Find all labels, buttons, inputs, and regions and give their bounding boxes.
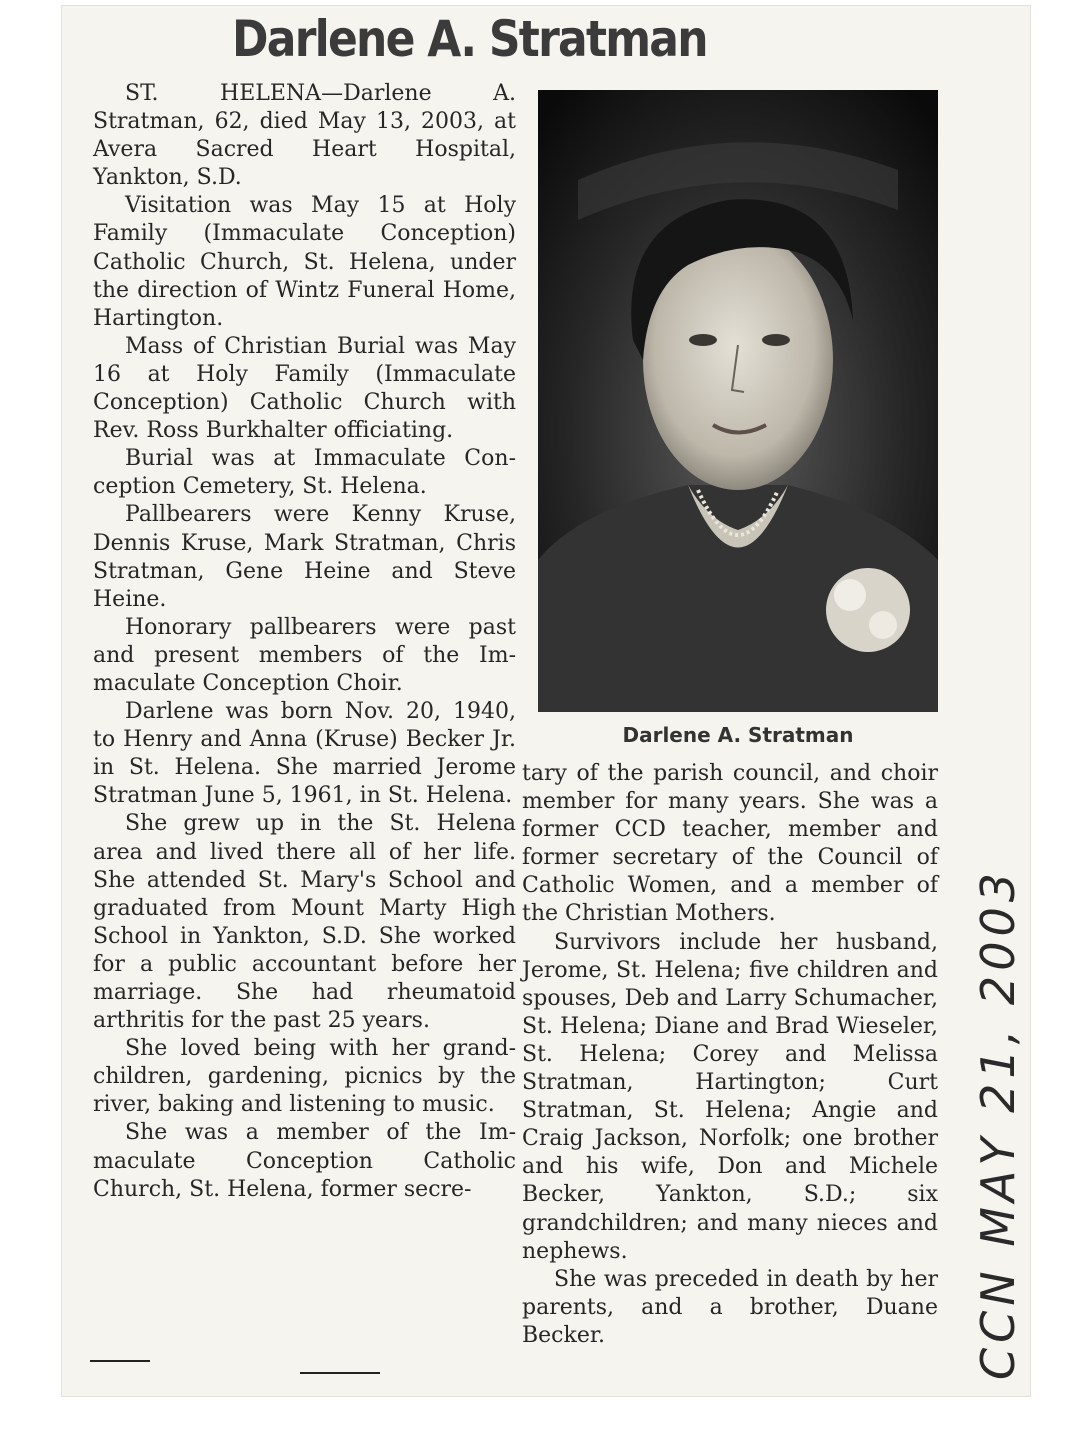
paragraph: Visitation was May 15 at Holy Family (Immaculate Conception) Catholic Church, St. Helena, under the direction of Wintz Funeral Home, Hartington. bbox=[93, 193, 516, 331]
paragraph: Honorary pallbearers were past and present members of the Immaculate Conception Choir. bbox=[93, 614, 516, 696]
obituary-column-1 bbox=[93, 80, 516, 1204]
paragraph: Survivors include her husband, Jerome, St. Helena; five children and spouses, Deb and Larry Schumacher, St. Helena; Diane and Brad Wieseler, St. Helena; Corey and Melissa Stratman, Hartington; Curt Stratman, St. Helena; Angie and Craig Jackson, Norfolk; one brother and his wife, Don and Michele Becker, Yankton, S.D.; six grandchildren; and many nieces and nephews. bbox=[522, 929, 938, 1264]
portrait-photo bbox=[538, 90, 938, 712]
paragraph: She grew up in the St. Helena area and lived there all of her life. She attended St. Mary's School and graduated from Mount Marty High School in Yankton, S.D. She worked for a public accountant before her marriage. She had rheumatoid arthritis for the past 25 years. bbox=[93, 811, 516, 1034]
obituary-headline: Darlene A. Stratman bbox=[232, 10, 707, 68]
photo-caption: Darlene A. Stratman bbox=[622, 723, 854, 747]
paragraph: tary of the parish council, and choir member for many years. She was a former CCD teacher, member and former secretary of the Council of Catholic Women, and a member of the Christian Mothers. bbox=[522, 761, 938, 927]
column-end-rule bbox=[90, 1360, 150, 1362]
paragraph: She was a member of the Immaculate Conception Catholic Church, St. Helena, former secre- bbox=[93, 1120, 516, 1202]
handwritten-date-note: CCN MAY 21, 2003 bbox=[971, 868, 1025, 1380]
paragraph: Mass of Christian Burial was May 16 at Holy Family (Immaculate Conception) Catholic Church with Rev. Ross Burkhalter officiating. bbox=[93, 333, 516, 444]
paragraph: Darlene was born Nov. 20, 1940, to Henry and Anna (Kruse) Becker Jr. in St. Helena. She married Jerome Stratman June 5, 1961, in St. Helena. bbox=[93, 699, 516, 809]
paragraph: She loved being with her grandchildren, gardening, picnics by the river, baking and listening to music. bbox=[93, 1036, 516, 1118]
paragraph: ST. HELENA—Darlene A. Stratman, 62, died May 13, 2003, at Avera Sacred Heart Hospital, Yankton, S.D. bbox=[93, 81, 516, 191]
paragraph: Pallbearers were Kenny Kruse, Dennis Kruse, Mark Stratman, Chris Stratman, Gene Heine and Steve Heine. bbox=[93, 502, 516, 612]
paragraph: She was preceded in death by her parents, and a brother, Duane Becker. bbox=[522, 1266, 938, 1348]
paragraph: Burial was at Immaculate Conception Cemetery, St. Helena. bbox=[93, 446, 516, 500]
column-end-rule bbox=[300, 1372, 380, 1374]
obituary-column-2 bbox=[522, 760, 938, 1350]
